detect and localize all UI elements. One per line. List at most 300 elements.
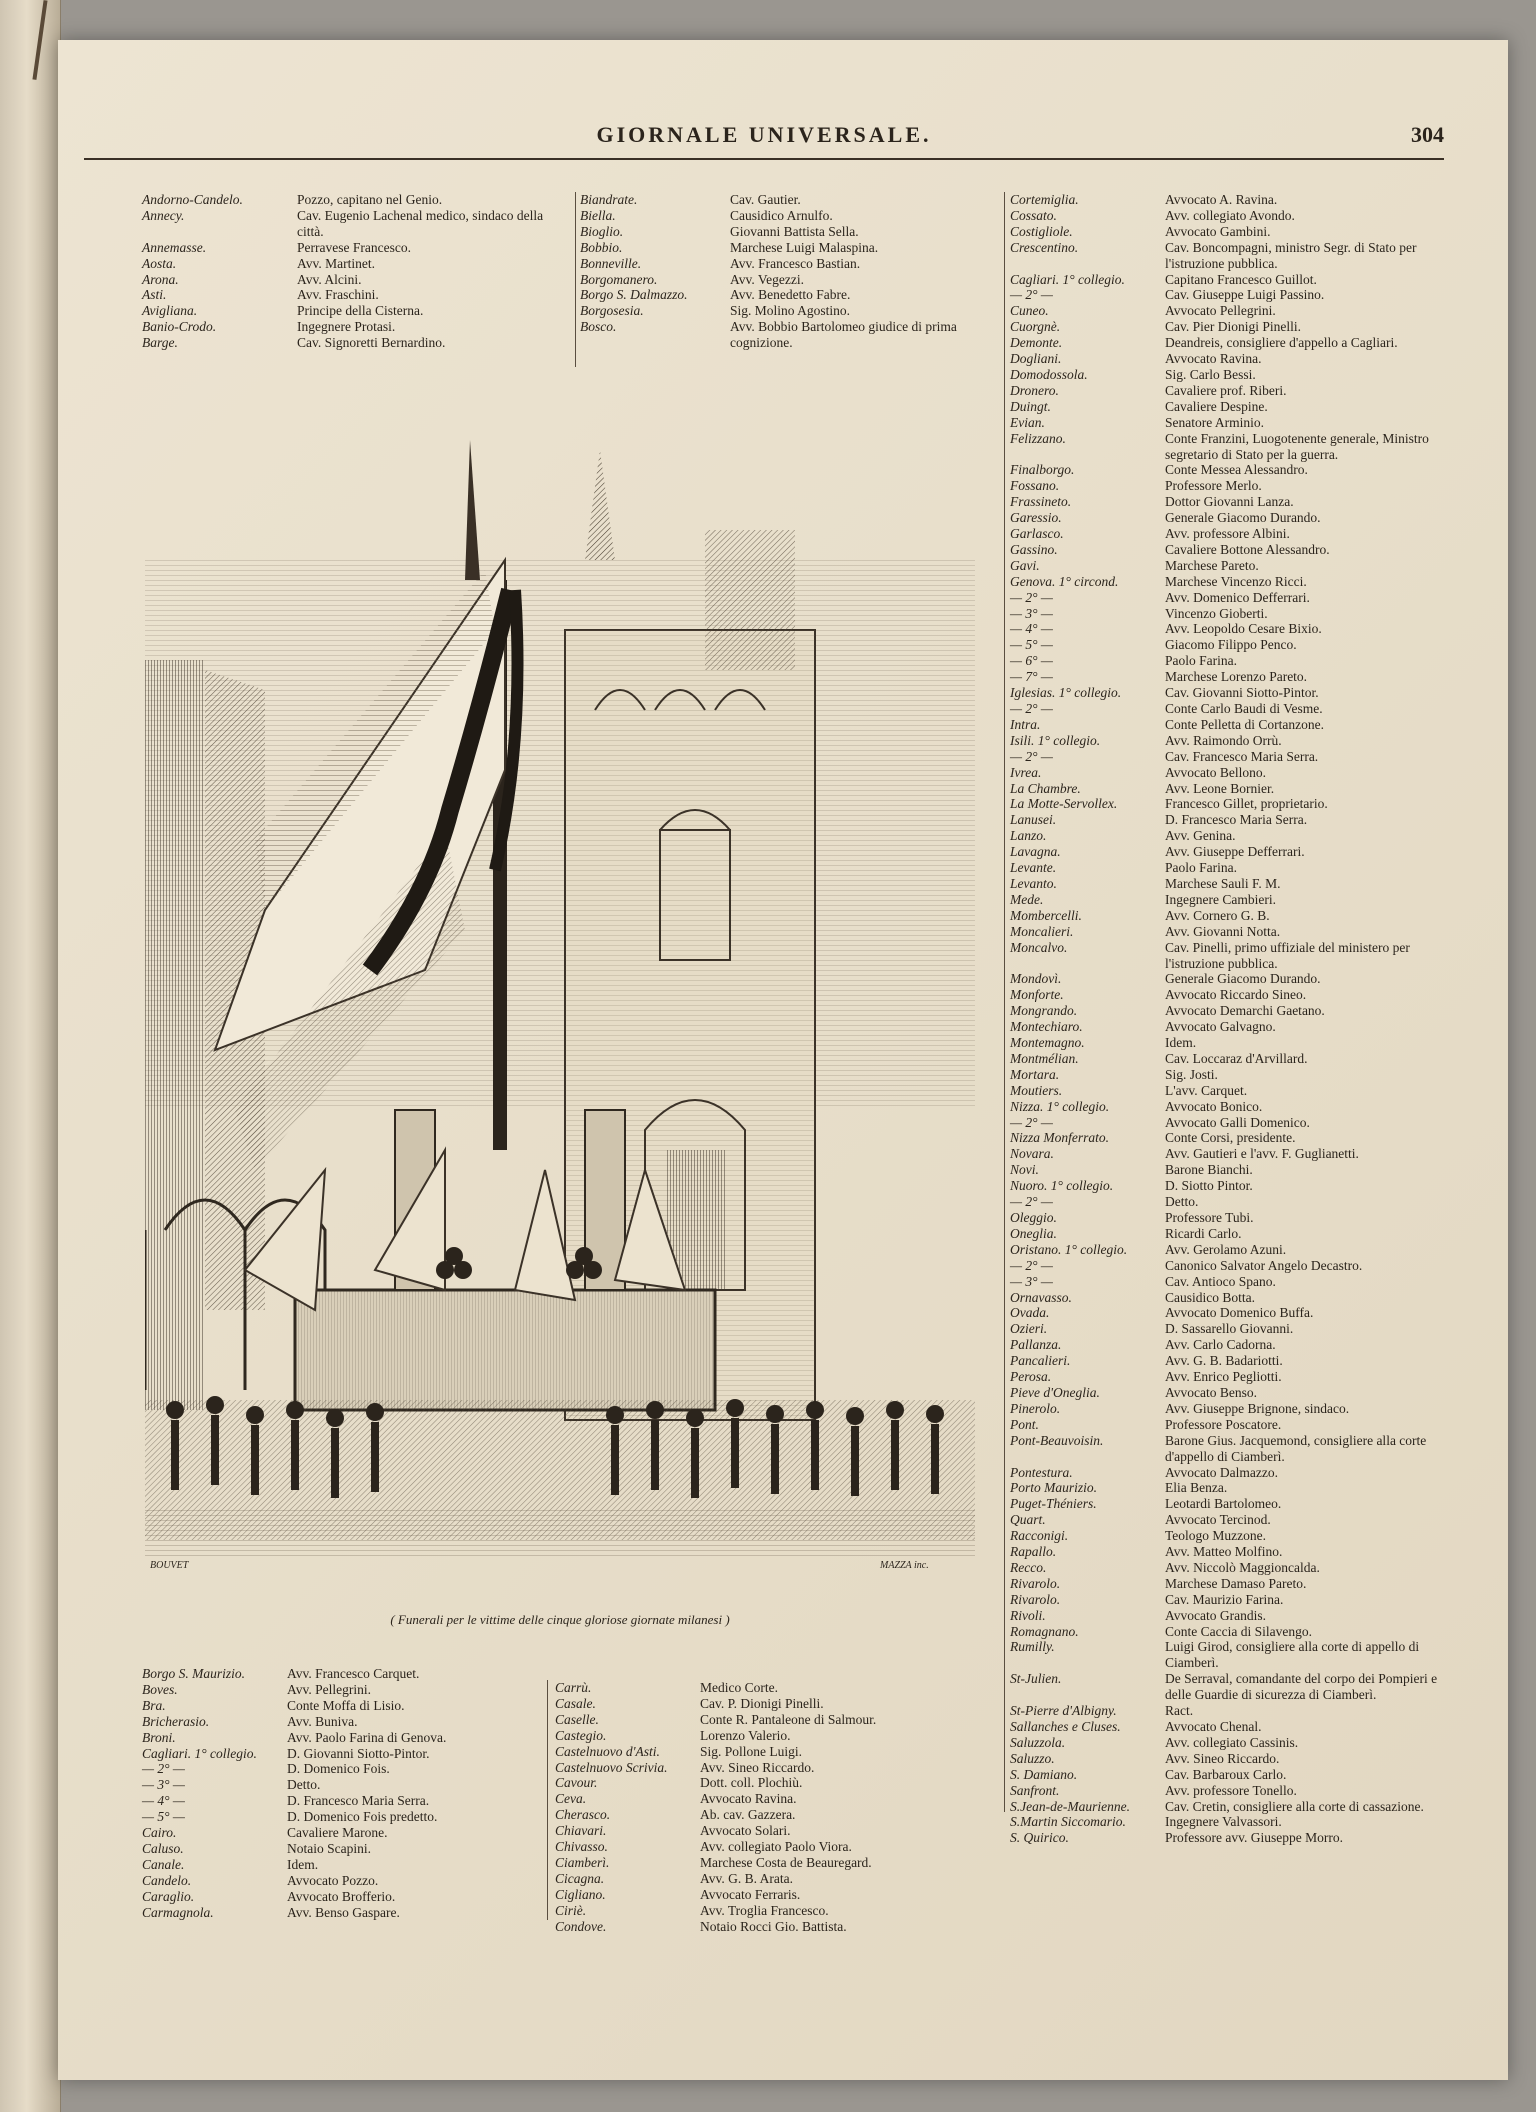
place-name: Mede. [1010,891,1044,907]
list-item [1010,971,1440,987]
place-name: Rivoli. [1010,1607,1046,1623]
place-name: Ciriè. [555,1902,587,1918]
place-name: Frassineto. [1010,494,1072,510]
place-name: — 6° — [1010,653,1053,669]
place-name: Cossato. [1010,207,1057,223]
deputy-name: Idem. [287,1856,319,1872]
list-item [142,1698,542,1714]
place-name: Carmagnola. [142,1904,214,1920]
place-name: Barge. [142,335,178,351]
place-name: Rapallo. [1010,1544,1057,1560]
list-item [1010,1465,1440,1481]
deputy-name: Lorenzo Valerio. [700,1727,791,1743]
place-name: Borgo S. Maurizio. [142,1666,246,1681]
list-item [1010,1099,1440,1115]
list-item [1010,1178,1440,1194]
list-item [555,1839,975,1855]
deputy-name: Ingegnere Cambieri. [1165,891,1276,907]
deputy-name: Avv. Niccolò Maggioncalda. [1165,1559,1320,1575]
deputy-name: Conte Carlo Baudi di Vesme. [1165,701,1323,716]
deputy-name: Professore Merlo. [1165,478,1262,494]
deputy-name: Teologo Muzzone. [1165,1528,1267,1544]
place-name: Castegio. [555,1727,607,1743]
list-item [1010,701,1440,717]
list-item [1010,1115,1440,1131]
place-name: Mombercelli. [1010,907,1082,923]
place-name: Boves. [142,1681,178,1697]
deputy-name: Avv. G. B. Arata. [700,1870,793,1886]
deputy-name: Avv. Bunivа. [287,1713,358,1729]
list-item [1010,1321,1440,1337]
deputy-name: Avvocato Gambini. [1165,223,1271,239]
place-name: La Chambre. [1010,780,1081,796]
place-name: Mondovì. [1010,971,1062,987]
place-name: Quart. [1010,1512,1046,1528]
place-name: Ciamberì. [555,1854,610,1870]
list-item [1010,1480,1440,1496]
place-name: Sallanches e Cluses. [1010,1719,1121,1734]
deputy-name: Avv. Gerolamo Azuni. [1165,1241,1287,1257]
place-name: Isili. 1° collegio. [1010,732,1101,748]
place-name: Moutiers. [1010,1082,1063,1098]
list-item [1010,1528,1440,1544]
page-header [84,118,1444,160]
place-name: Moncalieri. [1010,923,1074,939]
column-divider [575,192,576,367]
list-item [1010,1751,1440,1767]
place-name: Intra. [1010,716,1041,732]
place-name: Castelnuovo d'Asti. [555,1743,660,1759]
column-top-left [142,192,572,351]
list-item [1010,415,1440,431]
list-item [142,1889,542,1905]
list-item [1010,367,1440,383]
list-item [1010,653,1440,669]
place-name: Ornavasso. [1010,1289,1072,1305]
deputy-name: Detto. [287,1777,321,1793]
list-item [1010,860,1440,876]
place-name: — 5° — [1010,637,1053,653]
list-item [1010,1353,1440,1369]
deputy-name: Cavaliere Despine. [1165,398,1268,414]
deputy-name: Dottor Giovanni Lanza. [1165,494,1294,510]
deputy-name: Avv. collegiato Avondo. [1165,207,1295,223]
place-name: Oristano. 1° collegio. [1010,1241,1128,1257]
place-name: Finalborgo. [1010,462,1075,478]
deputy-name: Francesco Gillet, proprietario. [1165,796,1328,812]
deputy-name: Cavaliere Marone. [287,1825,388,1841]
place-name: — 3° — [1010,605,1053,621]
place-name: Casale. [555,1695,596,1711]
column-divider [1004,192,1005,1812]
deputy-name: D. Sassarello Giovanni. [1165,1321,1294,1337]
list-item [1010,574,1440,590]
list-item [1010,637,1440,653]
place-name: Monforte. [1010,987,1064,1003]
deputy-name: Ingegnere Protasi. [297,319,396,335]
list-item [142,287,572,303]
deputy-name: D. Domenico Fois predetto. [287,1809,438,1825]
deputy-name: Avv. Genina. [1165,828,1236,844]
list-item [142,1905,542,1921]
place-name: La Motte-Servollex. [1010,796,1118,812]
place-name: Saluzzola. [1010,1734,1066,1750]
list-item [1010,733,1440,749]
deputy-name: Sig. Carlo Bessi. [1165,366,1256,382]
deputy-name: Avvocato Riccardo Sineo. [1165,987,1307,1003]
place-name: Garlasco. [1010,526,1064,542]
list-item [1010,1814,1440,1830]
deputy-name: Cav. Eugenio Lachenal medico, sindaco della città. [297,207,544,239]
deputy-name: Avvocato Bellono. [1165,764,1266,780]
illustration-caption: ( Funerali per le vittime delle cinque gloriose giornate milanesi ) [390,1612,730,1627]
place-name: Novi. [1010,1162,1039,1178]
place-name: Oleggio. [1010,1210,1057,1225]
column-top-middle [580,192,1008,351]
list-item [142,1730,542,1746]
deputy-name: Avvocato Demarchi Gaetano. [1165,1003,1325,1019]
place-name: Asti. [142,287,167,303]
place-name: Annecy. [142,207,185,223]
deputy-name: Cav. Cretin, consigliere alla corte di cassazione. [1165,1798,1424,1814]
place-name: Lanusei. [1010,812,1057,828]
deputy-name: Luigi Girod, consigliere alla corte di appello di Ciamberì. [1165,1639,1420,1671]
list-item [1010,1146,1440,1162]
list-item [1010,1051,1440,1067]
deputy-name: Avvocato Pellegrini. [1165,303,1276,319]
list-item [1010,590,1440,606]
place-name: — 7° — [1010,669,1053,685]
deputy-name: Avv. Leone Bornier. [1165,780,1275,796]
place-name: — 2° — [1010,589,1053,605]
place-name: Annemasse. [142,239,207,255]
list-item [1010,1194,1440,1210]
deputy-name: Avv. Vegezzi. [730,271,804,287]
deputy-name: Professore Tubi. [1165,1210,1254,1225]
list-item [1010,1083,1440,1099]
place-name: Cuorgnè. [1010,319,1061,335]
list-item [1010,1560,1440,1576]
place-name: Pallanza. [1010,1337,1062,1353]
list-item [1010,1401,1440,1417]
deputy-name: Conte Messea Alessandro. [1165,462,1308,478]
place-name: — 2° — [1010,1114,1053,1130]
deputy-name: D. Domenico Fois. [287,1761,390,1777]
list-item [555,1791,975,1807]
list-item [1010,765,1440,781]
deputy-name: Ingegnere Valvassori. [1165,1814,1282,1830]
list-item [555,1919,975,1935]
place-name: Aosta. [142,255,177,271]
place-name: Ivrea. [1010,764,1042,780]
list-item [555,1696,975,1712]
deputy-name: Paolo Farina. [1165,653,1237,669]
list-item [1010,1639,1440,1671]
deputy-name: Avv. Giovanni Notta. [1165,923,1281,939]
list-item [1010,781,1440,797]
list-item [1010,335,1440,351]
list-item [1010,431,1440,463]
deputy-name: Cav. Antioco Spano. [1165,1273,1276,1289]
place-name: Biella. [580,207,616,223]
list-item [1010,399,1440,415]
list-item [142,303,572,319]
place-name: — 4° — [142,1793,185,1809]
list-item [142,1761,542,1777]
deputy-name: Avv. Benedetto Fabre. [730,287,851,303]
list-item [1010,1735,1440,1751]
place-name: Levante. [1010,860,1057,876]
deputy-name: Avv. Carlo Cadorna. [1165,1337,1276,1353]
deputy-name: Cav. Giovanni Siotto-Pintor. [1165,685,1319,701]
place-name: Dogliani. [1010,351,1062,367]
deputy-name: Avv. Enrico Pegliotti. [1165,1369,1282,1385]
list-item [580,319,1008,351]
list-item [1010,1624,1440,1640]
list-item [1010,351,1440,367]
deputy-name: Conte Franzini, Luogotenente generale, Ministro segretario di Stato per la guerra. [1165,430,1429,462]
place-name: Biandrate. [580,192,638,207]
deputy-name: Avv. Domenico Defferrari. [1165,589,1310,605]
list-item [1010,1003,1440,1019]
place-name: — 3° — [142,1777,185,1793]
list-item [1010,606,1440,622]
list-item [1010,1290,1440,1306]
place-name: Nizza. 1° collegio. [1010,1098,1110,1114]
deputy-name: Cav. Barbaroux Carlo. [1165,1766,1287,1782]
place-name: Mongrando. [1010,1003,1078,1019]
place-name: Porto Maurizio. [1010,1480,1098,1496]
list-item [1010,272,1440,288]
place-name: Avigliana. [142,303,198,319]
list-item [580,272,1008,288]
place-name: Evian. [1010,414,1045,430]
list-item [1010,526,1440,542]
deputy-name: Sig. Josti. [1165,1066,1218,1082]
place-name: Nuoro. 1° collegio. [1010,1178,1114,1194]
deputy-name: Detto. [1165,1194,1199,1210]
place-name: Costigliole. [1010,223,1073,239]
place-name: Bonneville. [580,255,642,271]
list-item [1010,987,1440,1003]
deputy-name: Barone Bianchi. [1165,1162,1253,1178]
place-name: Carrù. [555,1680,592,1695]
deputy-name: Avvocato Domenico Buffa. [1165,1305,1314,1321]
list-item [1010,796,1440,812]
deputy-name: Avv. Fraschini. [297,287,379,303]
deputy-name: Marchese Costa de Beauregard. [700,1854,872,1870]
place-name: Felizzano. [1010,430,1066,446]
deputy-name: Canonico Salvator Angelo Decastro. [1165,1257,1363,1273]
deputy-name: Cav. Boncompagni, ministro Segr. di Stato per l'istruzione pubblica. [1165,239,1417,271]
place-name: Dronero. [1010,382,1059,398]
deputy-name: Elia Benza. [1165,1480,1228,1496]
deputy-name: Avvocato Dalmazzo. [1165,1464,1278,1480]
deputy-name: Avvocato Grandis. [1165,1607,1266,1623]
list-item [580,256,1008,272]
list-item [580,240,1008,256]
place-name: Cuneo. [1010,303,1049,319]
deputy-name: Cav. Francesco Maria Serra. [1165,748,1319,764]
list-item [1010,478,1440,494]
place-name: Lavagna. [1010,844,1061,860]
deputy-name: Causidico Botta. [1165,1289,1255,1305]
deputy-name: Marchese Lorenzo Pareto. [1165,669,1308,685]
place-name: Caluso. [142,1840,184,1856]
deputy-name: Cavaliere Bottone Alessandro. [1165,541,1330,557]
place-name: Andorno-Candelo. [142,192,243,207]
deputy-name: Avv. Cornero G. B. [1165,907,1270,923]
list-item [142,319,572,335]
list-item [1010,1067,1440,1083]
deputy-name: Avv. Matteo Molfino. [1165,1544,1283,1560]
list-item [1010,1703,1440,1719]
deputy-name: Avvocato Brofferio. [287,1888,396,1904]
list-item [142,1793,542,1809]
list-item [580,192,1008,208]
list-item [555,1871,975,1887]
list-item [1010,828,1440,844]
place-name: Pieve d'Oneglia. [1010,1384,1100,1400]
list-item [580,208,1008,224]
place-name: Borgosesia. [580,303,644,319]
list-item [1010,383,1440,399]
deputy-name: Avvocato Ferraris. [700,1886,801,1902]
place-name: Cavour. [555,1775,598,1791]
deputy-name: Conte Moffa di Lisio. [287,1697,405,1713]
column-bottom-left [142,1666,542,1921]
place-name: Rivarolo. [1010,1591,1061,1607]
list-item [580,303,1008,319]
place-name: Demonte. [1010,335,1063,351]
deputy-name: Marchese Damaso Pareto. [1165,1575,1307,1591]
list-item [142,1809,542,1825]
list-item [1010,319,1440,335]
list-item [555,1903,975,1919]
list-item [1010,1385,1440,1401]
place-name: Genova. 1° circond. [1010,573,1119,589]
deputy-name: Avv. collegiato Paolo Viora. [700,1839,852,1855]
deputy-name: L'avv. Carquet. [1165,1082,1248,1098]
list-item [1010,1162,1440,1178]
deputy-name: Marchese Luigi Malaspina. [730,239,879,255]
list-item [1010,1337,1440,1353]
deputy-name: Barone Gius. Jacquemond, consigliere alla corte d'appello di Ciamberì. [1165,1432,1427,1464]
list-item [555,1855,975,1871]
place-name: Broni. [142,1729,176,1745]
deputy-name: Cav. Pinelli, primo uffiziale del ministero per l'istruzione pubblica. [1165,939,1410,971]
place-name: Nizza Monferrato. [1010,1130,1110,1146]
place-name: Recco. [1010,1559,1047,1575]
list-item [1010,1417,1440,1433]
list-item [1010,1242,1440,1258]
column-divider [547,1680,548,1920]
list-item [1010,1512,1440,1528]
deputy-name: Conte Corsi, presidente. [1165,1130,1296,1146]
deputy-name: Avv. Gautieri e l'avv. F. Guglianetti. [1165,1146,1359,1162]
list-item [1010,717,1440,733]
list-item [1010,924,1440,940]
list-item [1010,812,1440,828]
list-item [1010,542,1440,558]
deputy-name: Avvocato Chenal. [1165,1719,1262,1734]
deputy-name: De Serraval, comandante del corpo dei Pompieri e delle Guardie di sicurezza di Ciamberì. [1165,1671,1438,1703]
deputy-name: Cav. Pier Dionigi Pinelli. [1165,319,1301,335]
deputy-name: Giovanni Battista Sella. [730,223,859,239]
deputy-name: Professore Poscatore. [1165,1416,1282,1432]
list-item [1010,1433,1440,1465]
deputy-name: Avv. Pellegrini. [287,1681,371,1697]
deputy-name: Avv. Martinet. [297,255,375,271]
list-item [1010,1035,1440,1051]
deputy-name: Notaio Rocci Gio. Battista. [700,1918,847,1934]
place-name: Novara. [1010,1146,1054,1162]
place-name: S. Quirico. [1010,1830,1069,1846]
list-item [1010,1210,1440,1226]
list-item [1010,1130,1440,1146]
place-name: Perosa. [1010,1369,1052,1385]
list-item [555,1744,975,1760]
place-name: Domodossola. [1010,366,1088,382]
list-item [142,208,572,240]
list-item [1010,1783,1440,1799]
column-right [1010,192,1440,1846]
place-name: Caraglio. [142,1888,195,1904]
deputy-name: Avv. Sineo Riccardo. [700,1759,815,1775]
page-title: GIORNALE UNIVERSALE. [596,122,932,147]
list-item [1010,1544,1440,1560]
place-name: Condove. [555,1918,607,1934]
list-item [142,1857,542,1873]
deputy-name: Ab. cav. Gazzera. [700,1807,796,1823]
list-item [1010,558,1440,574]
deputy-name: Avv. Benso Gaspare. [287,1904,400,1920]
place-name: Levanto. [1010,875,1057,891]
place-name: Lanzo. [1010,828,1047,844]
deputy-name: Avvocato Galli Domenico. [1165,1114,1310,1130]
list-item [1010,1799,1440,1815]
list-item [555,1760,975,1776]
place-name: Castelnuovo Scrivia. [555,1759,668,1775]
list-item [1010,1576,1440,1592]
deputy-name: Deandreis, consigliere d'appello a Cagliari. [1165,335,1398,351]
deputy-name: Cav. P. Dionigi Pinelli. [700,1695,824,1711]
place-name: Racconigi. [1010,1528,1069,1544]
deputy-name: Vincenzo Gioberti. [1165,605,1268,621]
deputy-name: Ricardi Carlo. [1165,1225,1242,1241]
place-name: Cigliano. [555,1886,606,1902]
list-item [142,192,572,208]
place-name: Crescentino. [1010,239,1079,255]
list-item [1010,1019,1440,1035]
list-item [1010,908,1440,924]
deputy-name: Ract. [1165,1703,1194,1719]
place-name: St-Pierre d'Albigny. [1010,1703,1117,1719]
deputy-name: D. Francesco Maria Serra. [287,1793,430,1809]
deputy-name: Generale Giacomo Durando. [1165,510,1321,526]
deputy-name: Capitano Francesco Guillot. [1165,271,1317,287]
place-name: Chiavari. [555,1823,607,1839]
place-name: Cagliari. 1° collegio. [1010,271,1125,287]
place-name: — 2° — [142,1761,185,1777]
deputy-name: Marchese Pareto. [1165,557,1259,573]
place-name: Rumilly. [1010,1639,1055,1655]
deputy-name: Conte Caccia di Silavengo. [1165,1623,1312,1639]
book-spine [0,0,61,2112]
deputy-name: Avv. Giuseppe Brignone, sindaco. [1165,1400,1350,1416]
deputy-name: Avv. Paolo Farina di Genova. [287,1729,447,1745]
place-name: — 3° — [1010,1273,1053,1289]
